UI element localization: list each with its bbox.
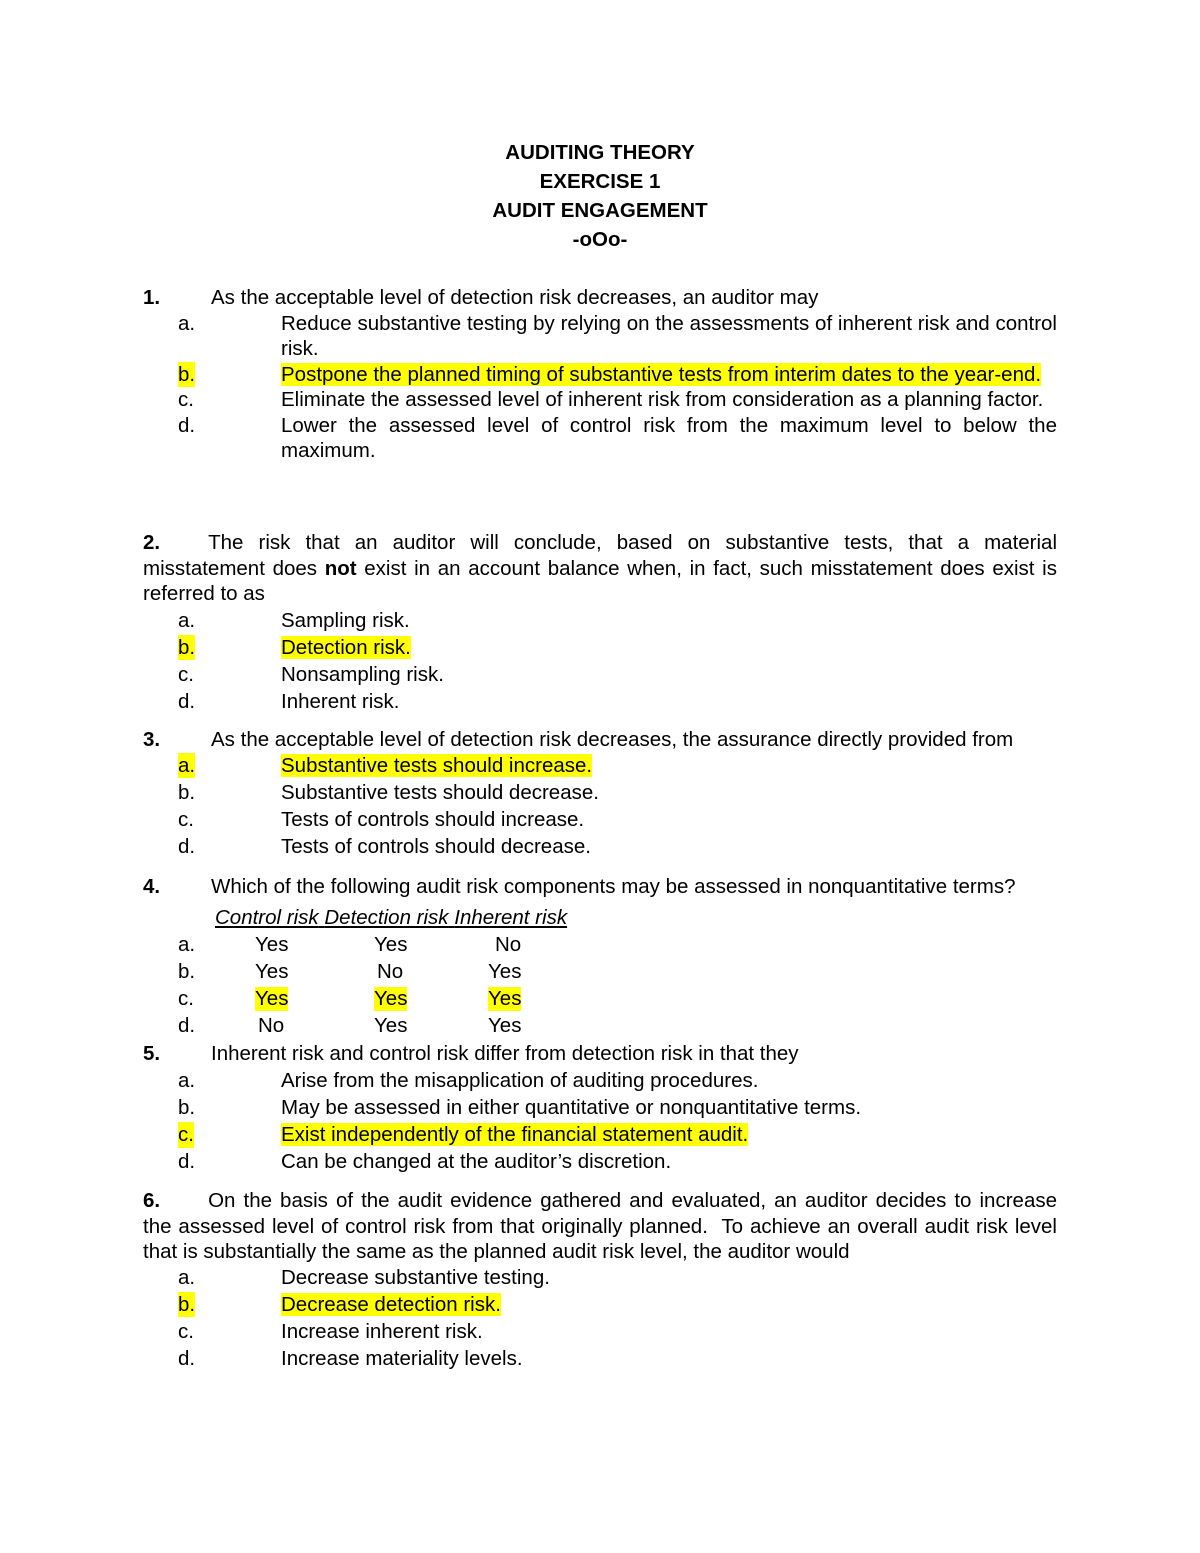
option-text: Detection risk.	[281, 635, 411, 659]
question-5	[143, 1041, 1057, 1176]
option-text: Exist independently of the financial statement audit.	[281, 1123, 749, 1146]
option-letter: b.	[178, 1096, 196, 1119]
question-number: 1.	[143, 286, 161, 309]
option-a-answer	[143, 753, 1057, 780]
cell-inherent-risk: Yes	[488, 960, 522, 983]
question-text-part: The risk that an auditor will conclude, based on substantive tests, that a material misstatement does	[143, 531, 1057, 580]
option-letter: c.	[178, 807, 194, 831]
question-number: 6.	[143, 1189, 161, 1212]
option-b	[143, 1095, 1057, 1122]
table-header	[215, 906, 567, 930]
option-letter: d.	[178, 413, 196, 437]
cell-control-risk: Yes	[255, 933, 289, 956]
option-c	[143, 807, 1057, 834]
question-number: 5.	[143, 1042, 161, 1065]
question-text: As the acceptable level of detection risk decreases, the assurance directly provided from	[211, 728, 1014, 751]
cell-inherent-risk: Yes	[488, 1014, 522, 1037]
question-2	[143, 530, 1057, 716]
option-letter: a.	[178, 608, 196, 632]
option-text: Arise from the misapplication of auditing procedures.	[281, 1069, 759, 1092]
option-letter: a.	[178, 311, 196, 335]
option-d	[143, 834, 1057, 861]
option-letter: a.	[178, 1069, 196, 1092]
option-letter: c.	[178, 662, 194, 686]
question-1	[143, 285, 1057, 464]
option-text: Postpone the planned timing of substantive tests from interim dates to the year-end.	[281, 362, 1042, 386]
option-text: Decrease substantive testing.	[281, 1265, 550, 1289]
cell-detection-risk: Yes	[374, 987, 408, 1010]
option-a	[143, 311, 1057, 362]
question-text: As the acceptable level of detection risk decreases, an auditor may	[211, 286, 819, 309]
question-text: Which of the following audit risk components may be assessed in nonquantitative terms?	[211, 875, 1016, 898]
option-letter: a.	[178, 1265, 196, 1289]
option-letter: c.	[178, 388, 194, 411]
option-b-answer	[143, 635, 1057, 662]
option-letter: b.	[178, 635, 196, 659]
table-row	[0, 1014, 1200, 1041]
option-letter: d.	[178, 1346, 196, 1370]
table-row-answer	[0, 987, 1200, 1014]
title-separator: -oOo-	[572, 228, 628, 251]
question-text	[143, 1188, 1063, 1265]
option-text: Increase inherent risk.	[281, 1319, 483, 1343]
cell-control-risk: Yes	[255, 987, 289, 1010]
cell-detection-risk: Yes	[374, 933, 408, 956]
option-letter: d.	[178, 1150, 196, 1173]
option-b-answer	[143, 1292, 1057, 1319]
option-text: Increase materiality levels.	[281, 1346, 523, 1370]
option-c	[143, 662, 1057, 689]
option-b	[143, 780, 1057, 807]
title-line-1: AUDITING THEORY	[505, 141, 695, 164]
row-letter: c.	[178, 987, 194, 1010]
column-header-detection-risk: Detection risk	[324, 906, 449, 929]
option-letter: c.	[178, 1319, 194, 1343]
option-text: Can be changed at the auditor’s discretion.	[281, 1150, 672, 1173]
question-number: 2.	[143, 531, 161, 554]
cell-inherent-risk: Yes	[488, 987, 522, 1010]
option-letter: b.	[178, 362, 196, 386]
option-a	[143, 608, 1057, 635]
question-text-part: On the basis of the audit evidence gathered and evaluated, an auditor decides to increase the assessed level of control risk from that originally planned. To achieve an overall audit risk level that is substantially the same as the planned audit risk level, the auditor would	[143, 1189, 1063, 1263]
option-text: Decrease detection risk.	[281, 1292, 501, 1316]
option-letter: d.	[178, 834, 196, 858]
row-letter: a.	[178, 933, 196, 956]
column-header-control-risk: Control risk	[215, 906, 319, 929]
option-a	[143, 1265, 1057, 1292]
option-c	[143, 1319, 1057, 1346]
question-text: Inherent risk and control risk differ from detection risk in that they	[211, 1042, 799, 1065]
question-3	[143, 727, 1057, 861]
option-text: Reduce substantive testing by relying on the assessments of inherent risk and control risk.	[281, 311, 1057, 360]
option-b-answer	[143, 362, 1057, 388]
option-text: Sampling risk.	[281, 608, 410, 632]
option-text: Inherent risk.	[281, 689, 400, 713]
row-letter: d.	[178, 1014, 196, 1037]
question-text	[143, 530, 1057, 607]
question-number: 3.	[143, 728, 161, 751]
option-a	[143, 1068, 1057, 1095]
cell-control-risk: No	[258, 1014, 285, 1037]
option-text: Tests of controls should decrease.	[281, 834, 591, 858]
cell-control-risk: Yes	[255, 960, 289, 983]
title-line-2: EXERCISE 1	[539, 170, 661, 193]
question-number: 4.	[143, 875, 161, 898]
option-c	[143, 387, 1057, 413]
option-letter: b.	[178, 1292, 196, 1316]
option-d	[143, 1346, 1057, 1373]
cell-detection-risk: No	[377, 960, 404, 983]
option-text: Substantive tests should decrease.	[281, 780, 599, 804]
option-text: Lower the assessed level of control risk from the maximum level to below the maximum.	[281, 413, 1057, 462]
option-text: Substantive tests should increase.	[281, 753, 593, 777]
row-letter: b.	[178, 960, 196, 983]
option-text: Eliminate the assessed level of inherent risk from consideration as a planning factor.	[281, 388, 1044, 411]
option-c-answer	[143, 1122, 1057, 1149]
question-text-part: exist in an account balance when, in fact, such misstatement does exist is referred to as	[143, 556, 1057, 605]
option-text: Tests of controls should increase.	[281, 807, 585, 831]
title-line-3: AUDIT ENGAGEMENT	[492, 199, 708, 222]
table-row	[0, 933, 1200, 960]
option-letter: c.	[178, 1123, 194, 1146]
option-d	[143, 413, 1057, 464]
option-text: May be assessed in either quantitative or nonquantitative terms.	[281, 1096, 862, 1119]
question-6	[143, 1188, 1063, 1373]
option-d	[143, 689, 1057, 716]
question-4	[143, 874, 1057, 900]
question-text-emphasis: not	[324, 556, 357, 580]
cell-detection-risk: Yes	[374, 1014, 408, 1037]
option-letter: d.	[178, 689, 196, 713]
column-header-inherent-risk: Inherent risk	[454, 906, 568, 929]
option-letter: a.	[178, 753, 196, 777]
option-letter: b.	[178, 780, 196, 804]
option-d	[143, 1149, 1057, 1176]
cell-inherent-risk: No	[495, 933, 522, 956]
table-row	[0, 960, 1200, 987]
option-text: Nonsampling risk.	[281, 662, 444, 686]
